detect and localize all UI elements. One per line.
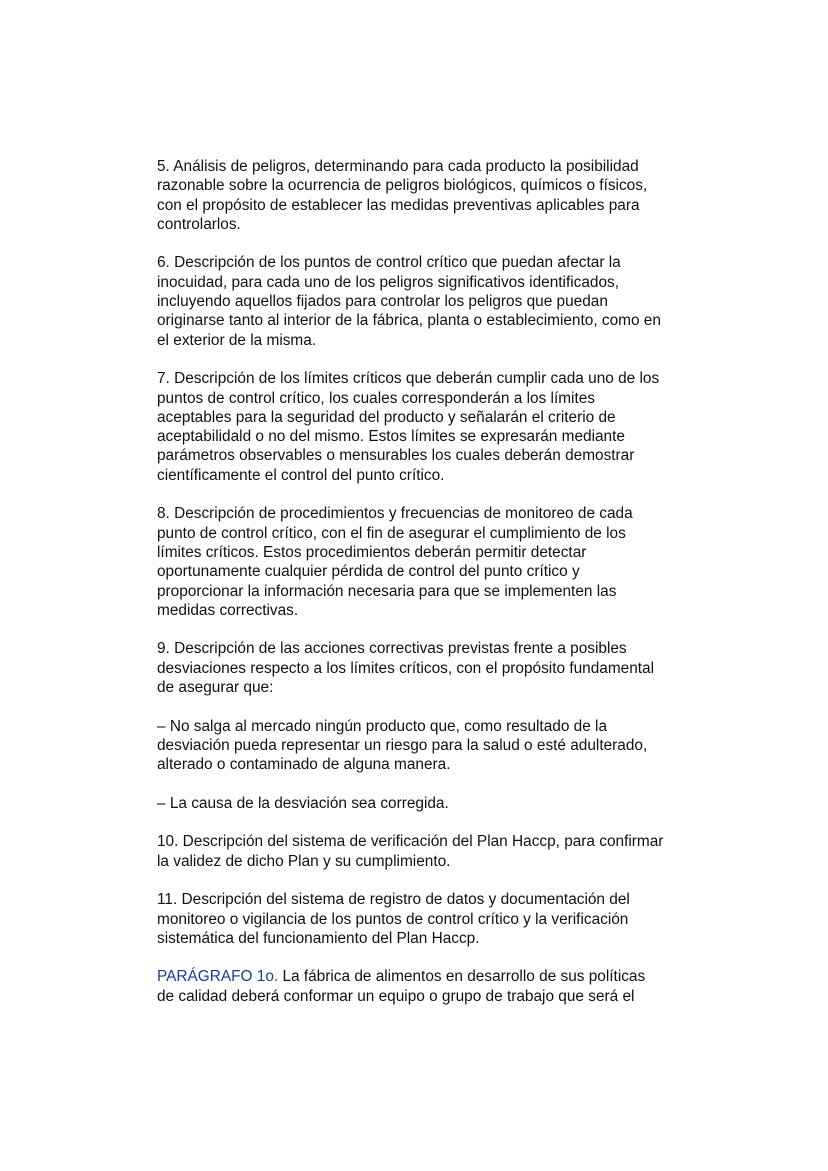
text-line: el exterior de la misma. xyxy=(157,331,317,349)
paragraph-item-11 xyxy=(157,890,717,948)
text-line: aceptabilidald o no del mismo. Estos límites se expresarán mediante xyxy=(157,428,625,446)
text-line: inocuidad, para cada uno de los peligros significativos identificados, xyxy=(157,273,620,291)
text-line: incluyendo aquellos fijados para controlar los peligros que puedan xyxy=(157,293,608,311)
text-line: 10. Descripción del sistema de verificación del Plan Haccp, para confirmar xyxy=(157,833,664,851)
text-line: la validez de dicho Plan y su cumplimiento. xyxy=(157,852,451,870)
paragraph-item-9 xyxy=(157,639,717,697)
text-line: 11. Descripción del sistema de registro de datos y documentación del xyxy=(157,891,630,909)
document-body xyxy=(157,157,717,1025)
text-line: razonable sobre la ocurrencia de peligros biológicos, químicos o físicos, xyxy=(157,177,648,195)
text-line: desviación pueda representar un riesgo para la salud o esté adulterado, xyxy=(157,736,648,754)
text-line: monitoreo o vigilancia de los puntos de control crítico y la verificación xyxy=(157,910,629,928)
paragraph-subitem-9b xyxy=(157,794,717,813)
paragraph-item-7 xyxy=(157,369,717,485)
text-line: alterado o contaminado de alguna manera. xyxy=(157,756,451,774)
text-line: con el propósito de establecer las medidas preventivas aplicables para xyxy=(157,196,640,214)
paragraph-item-10 xyxy=(157,832,717,871)
text-line: sistemática del funcionamiento del Plan Haccp. xyxy=(157,929,480,947)
text-line: científicamente el control del punto crítico. xyxy=(157,466,445,484)
text-line: proporcionar la información necesaria para que se implementen las xyxy=(157,582,617,600)
text-line: originarse tanto al interior de la fábrica, planta o establecimiento, como en xyxy=(157,312,661,330)
text-line: 5. Análisis de peligros, determinando para cada producto la posibilidad xyxy=(157,158,639,175)
paragrafo-1 xyxy=(157,967,717,1006)
paragraph-item-8 xyxy=(157,504,717,620)
text-line: oportunamente cualquier pérdida de control del punto crítico y xyxy=(157,563,580,581)
text-line: 8. Descripción de procedimientos y frecuencias de monitoreo de cada xyxy=(157,505,633,523)
text-line: de calidad deberá conformar un equipo o grupo de trabajo que será el xyxy=(157,987,635,1005)
text-line: de asegurar que: xyxy=(157,679,274,697)
text-line: puntos de control crítico, los cuales corresponderán a los límites xyxy=(157,389,595,407)
text-line: medidas correctivas. xyxy=(157,601,299,619)
text-line xyxy=(157,967,717,986)
text-line: – La causa de la desviación sea corregida. xyxy=(157,794,449,812)
paragraph-item-6 xyxy=(157,253,717,349)
text-line: aceptables para la seguridad del producto y señalarán el criterio de xyxy=(157,408,616,426)
text-line: punto de control crítico, con el fin de asegurar el cumplimiento de los xyxy=(157,524,626,542)
text-line: 6. Descripción de los puntos de control crítico que puedan afectar la xyxy=(157,254,621,272)
text-line: controlarlos. xyxy=(157,215,241,233)
paragraph-subitem-9a xyxy=(157,717,717,775)
paragrafo-label: PARÁGRAFO 1o. xyxy=(157,968,279,986)
text-line: límites críticos. Estos procedimientos deberán permitir detectar xyxy=(157,543,587,561)
paragrafo-text: La fábrica de alimentos en desarrollo de sus políticas xyxy=(278,968,646,986)
text-line: parámetros observables o mensurables los cuales deberán demostrar xyxy=(157,447,635,465)
text-line: 9. Descripción de las acciones correctivas previstas frente a posibles xyxy=(157,640,627,658)
text-line: desviaciones respecto a los límites críticos, con el propósito fundamental xyxy=(157,659,655,677)
text-line: – No salga al mercado ningún producto que, como resultado de la xyxy=(157,717,608,735)
text-line: 7. Descripción de los límites críticos que deberán cumplir cada uno de los xyxy=(157,370,660,388)
paragraph-item-5 xyxy=(157,157,717,234)
